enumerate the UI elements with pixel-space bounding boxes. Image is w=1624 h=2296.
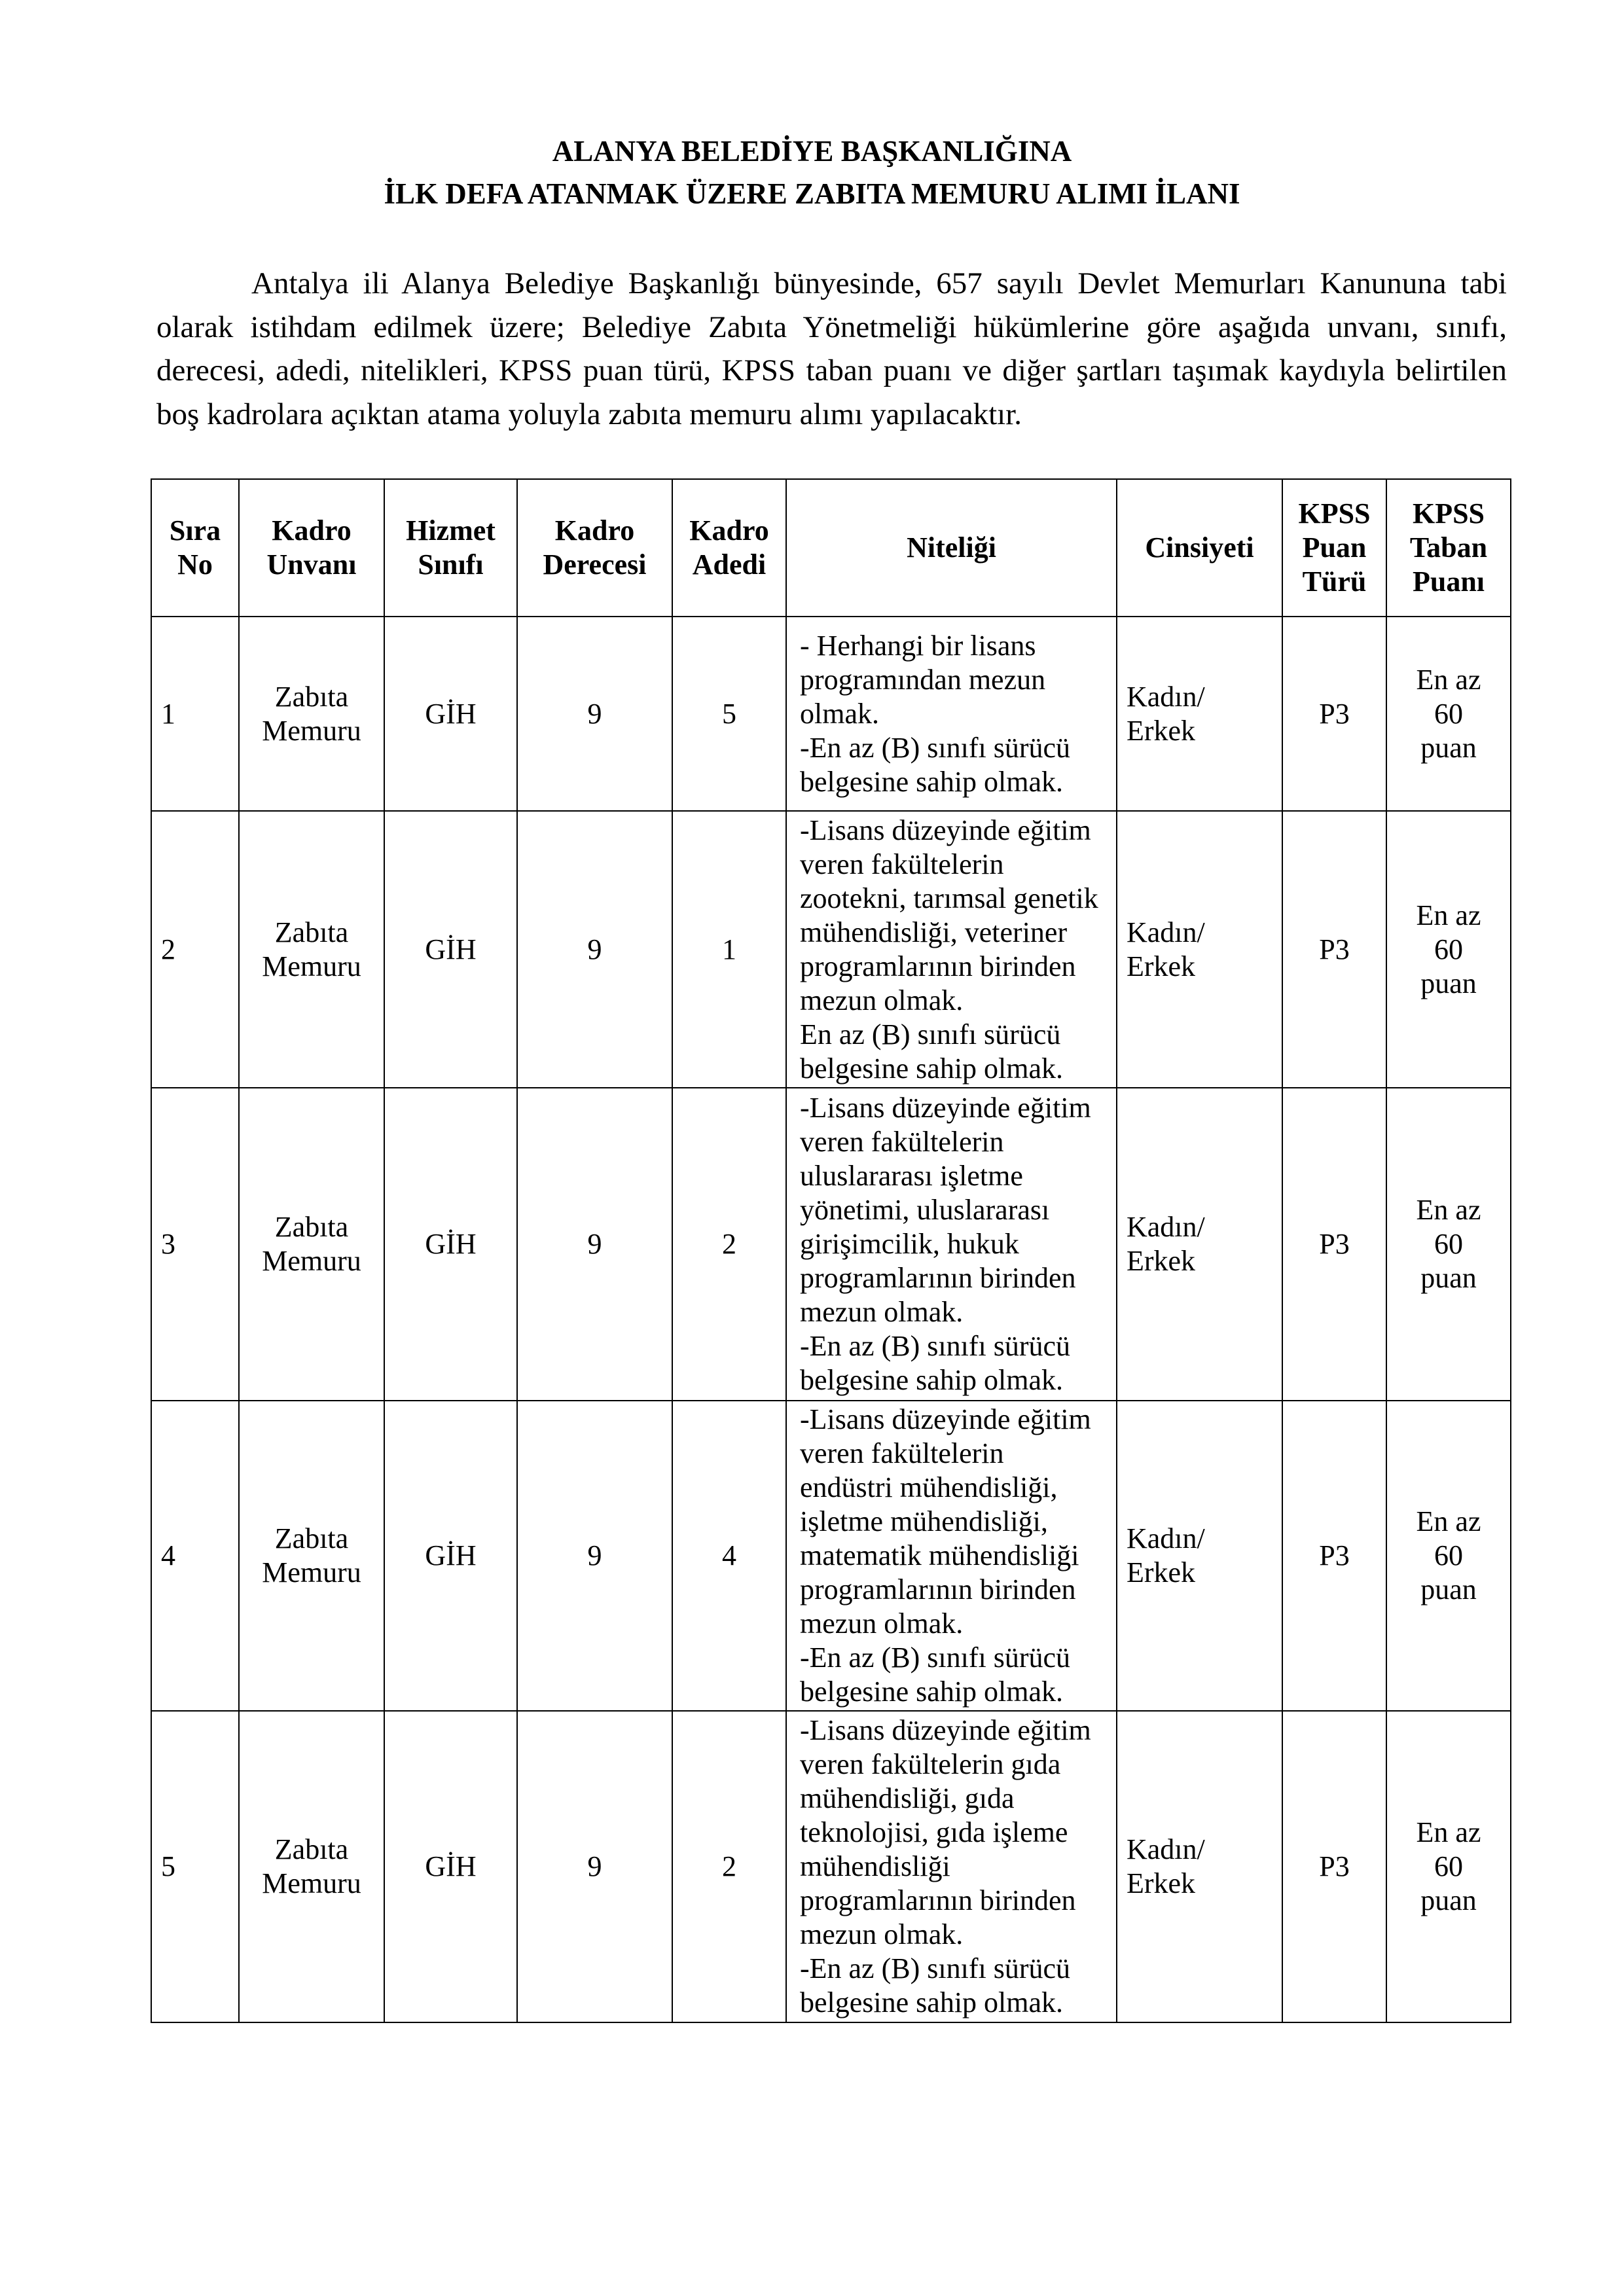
cinsiyet-text: Kadın/ Erkek [1127,1522,1205,1588]
cell-kpss-puan-turu: P3 [1282,811,1386,1088]
cell-sira-no: 4 [151,1401,239,1711]
cell-kadro-adedi: 5 [672,617,786,811]
cell-kadro-unvani: Zabıta Memuru [239,617,384,811]
col-header-sira-no: Sıra No [151,479,239,617]
col-header-hizmet-sinifi: Hizmet Sınıfı [384,479,517,617]
cell-hizmet-sinifi: GİH [384,1401,517,1711]
table-row [151,811,1511,1088]
cinsiyet-text: Kadın/ Erkek [1127,916,1205,982]
cell-kpss-taban-puani: En az 60 puan [1386,1711,1511,2022]
table-row [151,1401,1511,1711]
col-header-kpss-taban-puani: KPSS Taban Puanı [1386,479,1511,617]
cell-niteligi: -Lisans düzeyinde eğitim veren fakültelerin gıda mühendisliği, gıda teknolojisi, gıda işleme mühendisliği programlarının birinden mezun olmak. -En az (B) sınıfı sürücü belgesine sahip olmak. [786,1711,1117,2022]
table-row [151,617,1511,811]
cell-kadro-derecesi: 9 [517,1711,672,2022]
cell-sira-no: 2 [151,811,239,1088]
cinsiyet-text: Kadın/ Erkek [1127,1211,1205,1277]
cell-kadro-adedi: 2 [672,1088,786,1401]
col-header-cinsiyeti: Cinsiyeti [1117,479,1282,617]
cell-kpss-taban-puani: En az 60 puan [1386,617,1511,811]
header-row [151,479,1511,617]
positions-table [151,478,1511,2023]
cell-niteligi: -Lisans düzeyinde eğitim veren fakültelerin endüstri mühendisliği, işletme mühendisliği, matematik mühendisliği programlarının birinden mezun olmak. -En az (B) sınıfı sürücü belgesine sahip olmak. [786,1401,1117,1711]
cell-cinsiyeti [1117,811,1282,1088]
col-header-niteligi: Niteliği [786,479,1117,617]
cell-niteligi: - Herhangi bir lisans programından mezun olmak. -En az (B) sınıfı sürücü belgesine sahip olmak. [786,617,1117,811]
cinsiyet-text: Kadın/ Erkek [1127,680,1205,747]
cell-cinsiyeti [1117,1088,1282,1401]
cell-kadro-adedi: 1 [672,811,786,1088]
cell-kpss-taban-puani: En az 60 puan [1386,1401,1511,1711]
table-row [151,1088,1511,1401]
cell-kadro-unvani: Zabıta Memuru [239,1088,384,1401]
cell-kadro-derecesi: 9 [517,1401,672,1711]
col-header-kadro-unvani: Kadro Unvanı [239,479,384,617]
cell-kadro-adedi: 4 [672,1401,786,1711]
cell-hizmet-sinifi: GİH [384,617,517,811]
cell-kpss-puan-turu: P3 [1282,1401,1386,1711]
cell-kadro-unvani: Zabıta Memuru [239,1401,384,1711]
cell-sira-no: 3 [151,1088,239,1401]
cell-sira-no: 5 [151,1711,239,2022]
col-header-kadro-derecesi: Kadro Derecesi [517,479,672,617]
cell-kpss-taban-puani: En az 60 puan [1386,811,1511,1088]
cell-kpss-taban-puani: En az 60 puan [1386,1088,1511,1401]
title-line-2: İLK DEFA ATANMAK ÜZERE ZABITA MEMURU ALIMI İLANI [384,177,1240,210]
cell-kadro-derecesi: 9 [517,617,672,811]
cell-kadro-adedi: 2 [672,1711,786,2022]
intro-paragraph: Antalya ili Alanya Belediye Başkanlığı bünyesinde, 657 sayılı Devlet Memurları Kanununa tabi olarak istihdam edilmek üzere; Belediye Zabıta Yönetmeliği hükümlerine göre aşağıda unvanı, sınıfı, derecesi, adedi, nitelikleri, KPSS puan türü, KPSS taban puanı ve diğer şartları taşımak kaydıyla belirtilen boş kadrolara açıktan atama yoluyla zabıta memuru alımı yapılacaktır. [156,266,1507,431]
cell-kadro-unvani: Zabıta Memuru [239,1711,384,2022]
cell-kadro-derecesi: 9 [517,1088,672,1401]
cell-kadro-unvani: Zabıta Memuru [239,811,384,1088]
cell-kpss-puan-turu: P3 [1282,617,1386,811]
cell-hizmet-sinifi: GİH [384,1088,517,1401]
cell-cinsiyeti [1117,1711,1282,2022]
cell-kadro-derecesi: 9 [517,811,672,1088]
cell-hizmet-sinifi: GİH [384,1711,517,2022]
col-header-kpss-puan-turu: KPSS Puan Türü [1282,479,1386,617]
cell-kpss-puan-turu: P3 [1282,1711,1386,2022]
title-line-1: ALANYA BELEDİYE BAŞKANLIĞINA [552,135,1072,168]
table-row [151,1711,1511,2022]
cell-cinsiyeti [1117,617,1282,811]
cell-niteligi: -Lisans düzeyinde eğitim veren fakültelerin uluslararası işletme yönetimi, uluslararası girişimcilik, hukuk programlarının birinden mezun olmak. -En az (B) sınıfı sürücü belgesine sahip olmak. [786,1088,1117,1401]
cell-kpss-puan-turu: P3 [1282,1088,1386,1401]
cinsiyet-text: Kadın/ Erkek [1127,1833,1205,1899]
cell-sira-no: 1 [151,617,239,811]
cell-hizmet-sinifi: GİH [384,811,517,1088]
col-header-kadro-adedi: Kadro Adedi [672,479,786,617]
cell-cinsiyeti [1117,1401,1282,1711]
cell-niteligi: -Lisans düzeyinde eğitim veren fakültelerin zootekni, tarımsal genetik mühendisliği, veteriner programlarının birinden mezun olmak. En az (B) sınıfı sürücü belgesine sahip olmak. [786,811,1117,1088]
